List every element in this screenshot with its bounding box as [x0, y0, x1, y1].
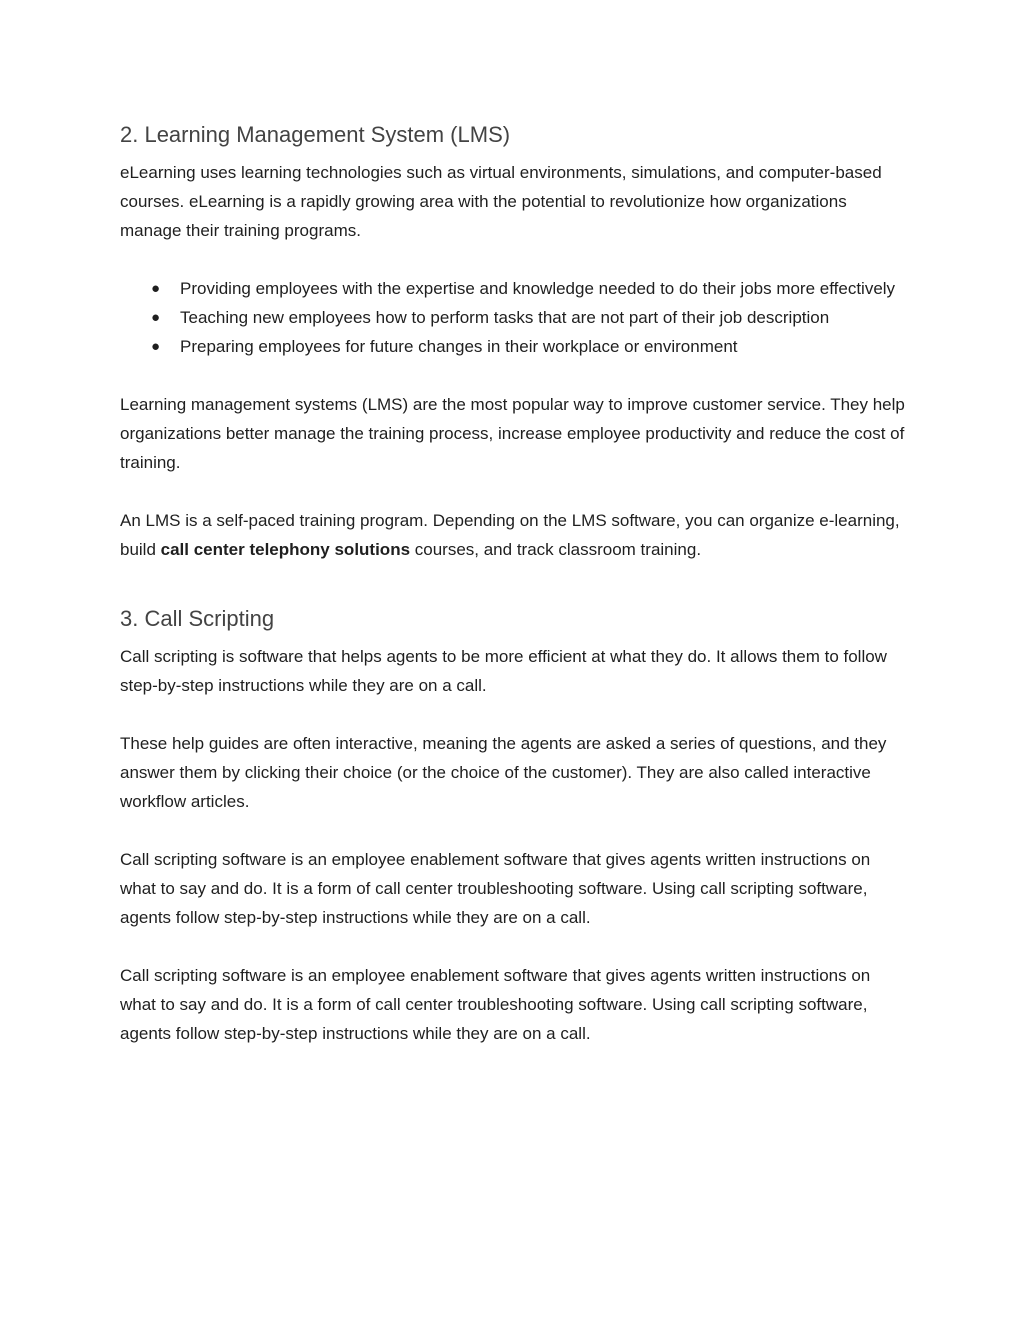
spacer — [120, 564, 910, 602]
paragraph-enablement-2: Call scripting software is an employee enablement software that gives agents written instructions on what to say and do. It is a form of call center troubleshooting software. Using call scripting software, agents follow step-by-step instructions while they are on a call. — [120, 966, 871, 1043]
text-run: courses, and track classroom training. — [410, 540, 702, 559]
list-item-text: Preparing employees for future changes in their workplace or environment — [180, 337, 738, 356]
section-lms — [120, 118, 910, 564]
paragraph-call-scripting-intro: Call scripting is software that helps agents to be more efficient at what they do. It allows them to follow step-by-step instructions while they are on a call. — [120, 647, 887, 695]
bullet-icon: ● — [151, 309, 161, 326]
list-item — [120, 274, 910, 303]
list-item — [120, 303, 910, 332]
spacer — [120, 477, 910, 506]
paragraph-lms-benefits: Learning management systems (LMS) are the most popular way to improve customer service. They help organizations better manage the training process, increase employee productivity and reduce the cost of training. — [120, 395, 905, 472]
section-heading-call-scripting: 3. Call Scripting — [120, 606, 275, 631]
spacer — [120, 816, 910, 845]
list-item-text: Teaching new employees how to perform tasks that are not part of their job description — [180, 308, 830, 327]
spacer — [120, 245, 910, 274]
bullet-list — [120, 274, 910, 361]
text-run: An LMS is a self-paced training program. Depending on the LMS software, you can organize e-learning, build — [120, 511, 900, 559]
list-item-text: Providing employees with the expertise and knowledge needed to do their jobs more effectively — [180, 279, 896, 298]
paragraph-lms-definition — [120, 506, 910, 564]
paragraph-help-guides: These help guides are often interactive, meaning the agents are asked a series of questions, and they answer them by clicking their choice (or the choice of the customer). They are also called interactive workflow articles. — [120, 734, 887, 811]
list-item — [120, 332, 910, 361]
spacer — [120, 700, 910, 729]
paragraph-enablement-1: Call scripting software is an employee enablement software that gives agents written instructions on what to say and do. It is a form of call center troubleshooting software. Using call scripting software, agents follow step-by-step instructions while they are on a call. — [120, 850, 871, 927]
bullet-icon: ● — [151, 280, 161, 297]
bullet-icon: ● — [151, 338, 161, 355]
spacer — [120, 361, 910, 390]
bold-link-text: call center telephony solutions — [160, 540, 411, 559]
section-call-scripting — [120, 602, 910, 1048]
spacer — [120, 932, 910, 961]
section-heading-lms: 2. Learning Management System (LMS) — [120, 122, 511, 147]
paragraph-elearning-intro: eLearning uses learning technologies such as virtual environments, simulations, and computer-based courses. eLearning is a rapidly growing area with the potential to revolutionize how organizations manage their training programs. — [120, 163, 882, 240]
document-page — [120, 118, 910, 1048]
